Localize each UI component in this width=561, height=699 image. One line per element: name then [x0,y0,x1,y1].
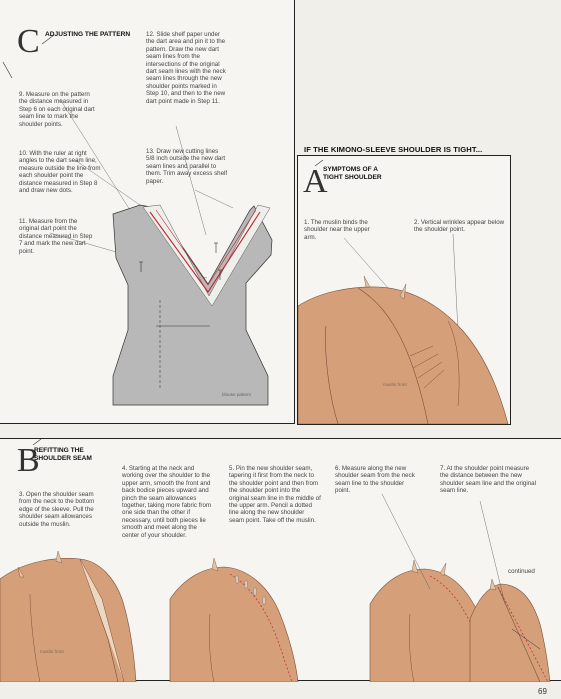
kimono-step-2: 2. Vertical wrinkles appear below the shoulder point. [414,219,505,234]
refit-drawings [0,439,561,682]
refit-step-5: 5. Pin the new shoulder seam, tapering it first from the neck to the shoulder point and then from the shoulder point into the original seam line in the middle of the upper arm. Pencil a dotted line along the new shoulder seam point. Take off the muslin. [229,465,321,524]
kimono-step-1: 1. The muslin binds the shoulder near the upper arm. [304,219,370,241]
step-10: 10. With the ruler at right angles to the dart seam line, measure outside the line from each shoulder point the distance measured in Step 8 and draw new dots. [19,150,101,195]
adjusting-panel [0,0,295,424]
kimono-section-title: IF THE KIMONO-SLEEVE SHOULDER IS TIGHT... [304,145,483,154]
continued-label: continued [508,568,535,575]
step-13: 13. Draw new cutting lines 5/8 inch outside the new dart seam lines and parallel to them. Trim away excess shelf paper. [146,148,228,185]
refit-title: REFITTING THE SHOULDER SEAM [34,447,92,462]
kimono-subtitle: SYMPTOMS OF A TIGHT SHOULDER [323,166,382,181]
kimono-muslin-label: muslin front [383,382,407,387]
section-letter-a: A [303,163,328,200]
page-number: 69 [538,687,547,696]
refit-panel [0,438,561,681]
refit-step-3: 3. Open the shoulder seam from the neck to the bottom edge of the sleeve. Pull the shoulder seam allowances outside the muslin. [19,491,95,528]
step-9: 9. Measure on the pattern the distance measured in Step 6 on each original dart seam line to mark the shoulder points. [19,91,95,128]
refit-step-4: 4. Starting at the neck and working over the shoulder to the upper arm, smooth the front and back bodice pieces upward and pinch the seam allowances together, taking more fabric from one side than the other if necessary, until both pieces lie smooth and meet along the center of your shoulder. [122,465,212,539]
section-letter-c: C [17,23,40,60]
step-12: 12. Slide shelf paper under the dart area and pin it to the pattern. Draw the new dart seam lines from the intersections of the original dart seam lines with the neck seam lines through the new shoulder points marked in Step 10, and then to the new dart point made in Step 11. [146,31,226,105]
blouse-pattern-drawing [0,0,295,424]
refit-muslin-label: muslin front [40,649,64,654]
kimono-panel [297,155,511,425]
refit-step-6: 6. Measure along the new shoulder seam from the neck seam line to the shoulder point. [335,465,415,495]
step-11: 11. Measure from the original dart point the distance measured in Step 7 and mark the new dart point. [19,218,93,255]
adjusting-title: ADJUSTING THE PATTERN [45,31,131,38]
section-letter-b: B [17,442,40,479]
pattern-label: blouse pattern [222,392,252,397]
refit-step-7: 7. At the shoulder point measure the distance between the new shoulder seam line and the original seam line. [440,465,536,495]
